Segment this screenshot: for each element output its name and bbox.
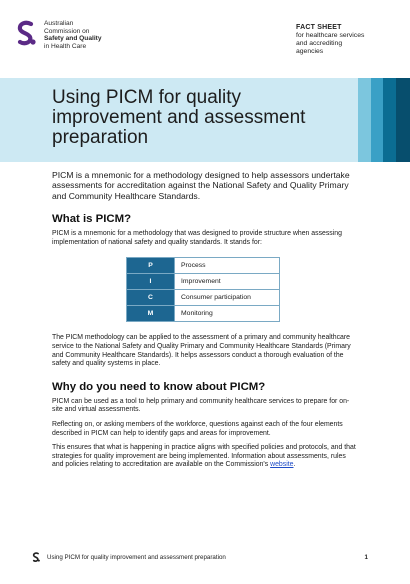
section-heading-why: Why do you need to know about PICM? <box>52 380 266 393</box>
picm-word: Process <box>175 258 280 274</box>
picm-word: Consumer participation <box>175 290 280 306</box>
banner-stripe <box>358 78 371 162</box>
table-row <box>127 290 280 306</box>
commission-name <box>44 20 102 50</box>
table-row <box>127 258 280 274</box>
page-number: 1 <box>364 554 368 561</box>
page-header <box>0 0 410 74</box>
picm-letter: M <box>127 306 175 322</box>
banner-stripe <box>383 78 396 162</box>
why-paragraph-2: Reflecting on, or asking members of the workforce, questions against each of the four elements described in PICM can help to identify gaps and areas for improvement. <box>52 420 343 437</box>
footer-title: Using PICM for quality improvement and assessment preparation <box>47 554 226 561</box>
why-paragraph-3-end: . <box>293 461 296 469</box>
fact-sheet-line-1: for healthcare services <box>296 32 365 39</box>
org-line-1: Australian <box>44 20 74 27</box>
methodology-paragraph: The PICM methodology can be applied to the assessment of a primary and community healthcare service to the National Safety and Quality Primary and Community Healthcare Standards (Primary and Community Healthcare Standards). It helps assessors conduct a thorough evaluation of the safety and quality systems in place. <box>52 334 351 368</box>
table-row <box>127 274 280 290</box>
why-paragraph-1: PICM can be used as a tool to help primary and community healthcare services to prepare for on-site and virtual assessments. <box>52 397 350 414</box>
why-paragraph-3 <box>52 444 358 470</box>
banner-stripe <box>396 78 410 162</box>
org-line-3: Safety and Quality <box>44 35 102 43</box>
fact-sheet-line-3: agencies <box>296 48 324 55</box>
commission-logo <box>16 20 102 50</box>
why-paragraph-3-text: This ensures that what is happening in practice aligns with specified policies and protocols, and that strategies for quality improvement are being implemented. Information about assessments, rules and policies relating to accreditation are available on the Commission's <box>52 444 356 469</box>
fact-sheet-line-2: and accrediting <box>296 40 343 47</box>
picm-letter: P <box>127 258 175 274</box>
commission-footer-icon <box>32 552 41 563</box>
fact-sheet-label <box>296 24 364 56</box>
page-title: Using PICM for quality improvement and assessment preparation <box>52 87 306 148</box>
table-row <box>127 306 280 322</box>
picm-letter: I <box>127 274 175 290</box>
website-link[interactable]: website <box>270 461 294 469</box>
intro-paragraph: PICM is a mnemonic for a methodology designed to help assessors undertake assessments for accreditation against the National Safety and Quality Primary and Community Healthcare Standards. <box>52 170 350 201</box>
org-line-2: Commission on <box>44 27 90 35</box>
picm-word: Improvement <box>175 274 280 290</box>
commission-logo-icon <box>16 20 38 48</box>
picm-table <box>126 257 280 322</box>
main-content <box>52 166 358 470</box>
what-paragraph: PICM is a mnemonic for a methodology that was designed to provide structure when assessing implementation of national safety and quality standards. It stands for: <box>52 230 342 246</box>
picm-word: Monitoring <box>175 306 280 322</box>
section-heading-what: What is PICM? <box>52 213 132 226</box>
banner-stripe <box>371 78 383 162</box>
fact-sheet-title: FACT SHEET <box>296 24 342 31</box>
picm-letter: C <box>127 290 175 306</box>
page-footer <box>32 552 368 563</box>
org-line-4: in Health Care <box>44 42 87 50</box>
